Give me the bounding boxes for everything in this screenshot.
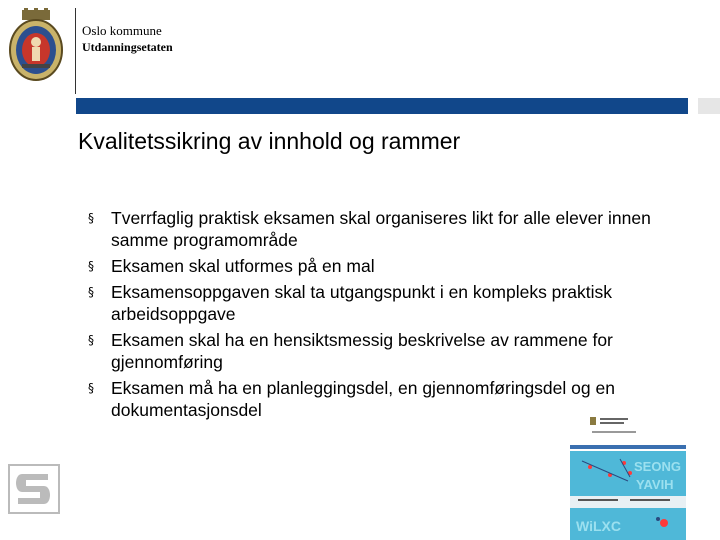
organization-block: [82, 22, 173, 56]
bullet-item: [88, 281, 688, 325]
department-name: Utdanningsetaten: [82, 40, 173, 54]
bullet-list: [88, 207, 688, 425]
oslo-emblem-icon: [8, 464, 60, 514]
svg-text:SEONG: SEONG: [634, 459, 681, 474]
svg-text:YAVIH: YAVIH: [636, 477, 674, 492]
header-band-end: [698, 98, 720, 114]
bullet-mark: §: [88, 259, 94, 273]
bullet-item: [88, 207, 688, 251]
bullet-mark: §: [88, 381, 94, 395]
document-thumbnail-icon: [570, 415, 686, 540]
bullet-mark: §: [88, 211, 94, 225]
header-band: [76, 98, 688, 114]
bullet-text: Eksamen skal utformes på en mal: [111, 256, 375, 276]
bullet-mark: §: [88, 285, 94, 299]
bullet-text: Eksamensoppgaven skal ta utgangspunkt i en kompleks praktisk arbeidsoppgave: [111, 282, 612, 324]
bullet-text: Eksamen må ha en planleggingsdel, en gjennomføringsdel og en dokumentasjonsdel: [111, 378, 615, 420]
bullet-mark: §: [88, 333, 94, 347]
slide-title: Kvalitetssikring av innhold og rammer: [78, 128, 461, 154]
svg-text:WiLXC: WiLXC: [576, 518, 621, 534]
header-divider: [75, 8, 76, 94]
bullet-item: [88, 329, 688, 373]
bullet-text: Eksamen skal ha en hensiktsmessig beskrivelse av rammene for gjennomføring: [111, 330, 613, 372]
org-name: Oslo kommune: [82, 23, 162, 38]
bullet-text: Tverrfaglig praktisk eksamen skal organiseres likt for alle elever innen samme programområde: [111, 208, 651, 250]
oslo-coat-of-arms-icon: [8, 8, 64, 82]
bullet-item: [88, 255, 688, 277]
